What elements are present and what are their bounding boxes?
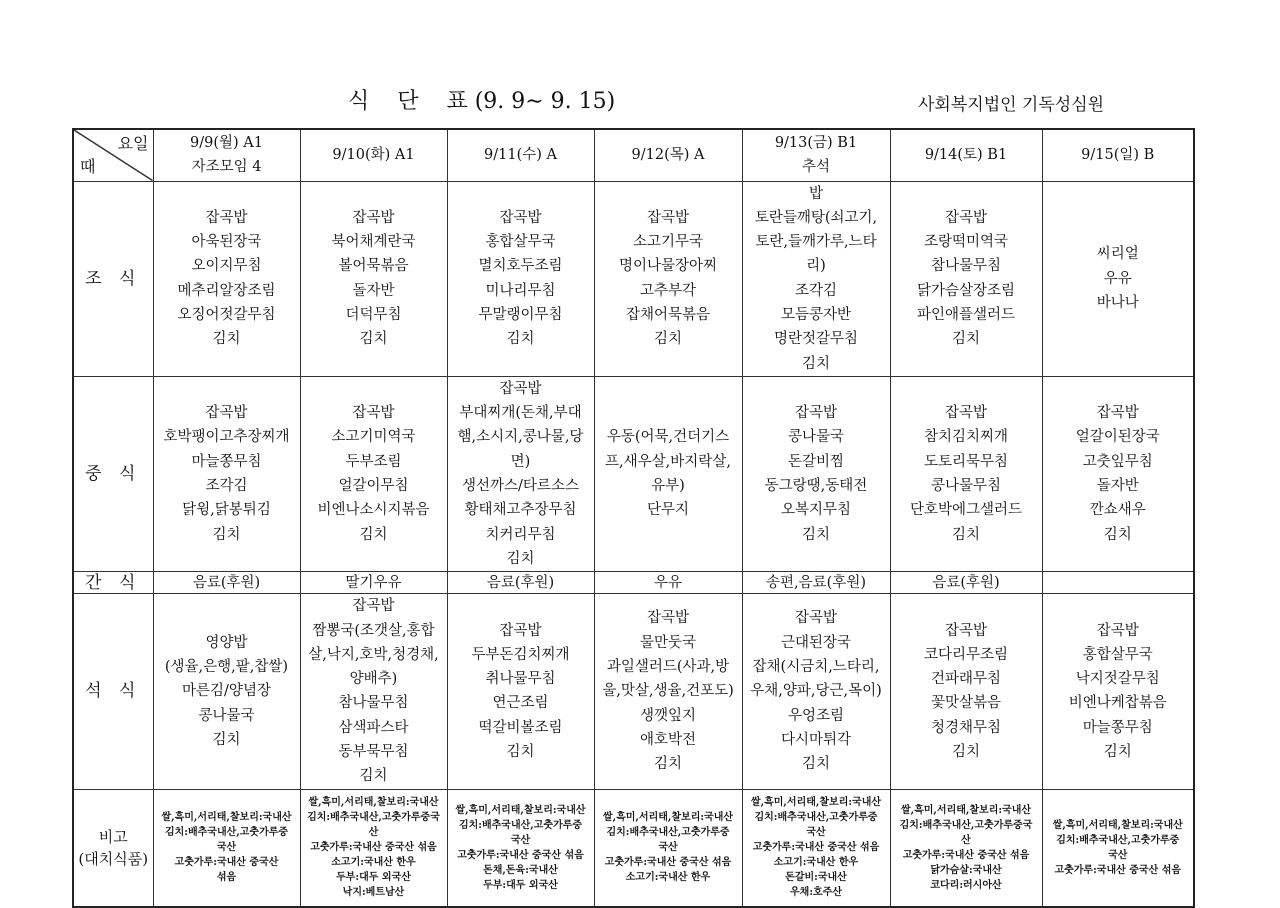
snack-cell-day-7 [1042, 572, 1194, 594]
lunch-menu-item: 잡곡밥 [499, 380, 542, 397]
dinner-menu-item: 김치 [951, 744, 980, 761]
breakfast-menu-item: 오징어젓갈무침 [177, 306, 276, 323]
lunch-menu-item: 돈갈비찜 [787, 453, 845, 470]
notes-cell-day-4 [594, 789, 742, 907]
breakfast-row [73, 181, 1194, 376]
breakfast-menu-item: 리) [806, 258, 826, 275]
notes-menu-item: 국산 [806, 827, 826, 839]
lunch-menu-item: 단무지 [646, 502, 690, 519]
notes-menu-item: 고춧가루:국내산 중국산 섞음 [310, 842, 437, 854]
lunch-menu-item: 도토리묵무침 [923, 453, 1009, 470]
dinner-menu-item: 잡곡밥 [944, 622, 988, 639]
notes-label-line1: 비고 [98, 827, 128, 846]
breakfast-menu-item: 김치 [951, 331, 980, 348]
lunch-menu-item: 고춧잎무침 [1082, 453, 1153, 470]
breakfast-menu-item: 모듬콩자반 [780, 306, 852, 323]
breakfast-menu-item: 돌자반 [352, 282, 395, 299]
notes-menu-item: 고춧가루:국내산 중국산 섞음 [1054, 864, 1182, 876]
breakfast-cell-day-4 [594, 181, 742, 376]
notes-menu-item: 고춧가루:국내산 중국산 섞음 [604, 857, 732, 869]
lunch-menu-item: 비엔나소시지볶음 [317, 502, 430, 519]
dinner-menu-item: 마른김/양념장 [182, 683, 271, 700]
lunch-menu-item: 참치김치찌개 [923, 429, 1009, 446]
breakfast-label: 조 식 [73, 181, 153, 376]
dinner-menu-item: 취나물무침 [485, 671, 556, 688]
dinner-menu-item: 김치 [801, 756, 830, 773]
dinner-menu-item: 청경채무침 [930, 719, 1002, 736]
notes-menu-item: 돈갈비:국내산 [785, 872, 847, 884]
dinner-menu-item: 콩나물국 [198, 707, 255, 724]
lunch-menu-item: 조각김 [205, 478, 248, 495]
dinner-menu-item: 생깻잎지 [639, 707, 697, 724]
lunch-menu-item: 치커리무침 [485, 526, 556, 543]
lunch-menu-item: 콩나물무침 [930, 478, 1002, 495]
breakfast-menu-item: 김치 [506, 331, 535, 348]
breakfast-menu-item: 잡곡밥 [205, 209, 248, 226]
lunch-cell-day-2 [300, 376, 447, 571]
notes-menu-item: 소고기:국내산 한우 [331, 857, 416, 869]
dinner-menu-item: 김치 [212, 731, 241, 748]
snack-row [73, 572, 1194, 594]
breakfast-menu-item: 잡곡밥 [944, 209, 988, 226]
day-header-1 [153, 129, 300, 181]
breakfast-menu-item: 김치 [801, 355, 830, 372]
lunch-menu-item: 소고기미역국 [331, 429, 416, 446]
dinner-menu-item: 삼색파스타 [338, 719, 409, 736]
lunch-menu-item: 면) [510, 453, 531, 470]
breakfast-menu-item: 홍합살무국 [485, 234, 556, 251]
snack-cell-day-2: 딸기우유 [300, 572, 447, 594]
breakfast-menu-item: 밥 [808, 185, 823, 202]
notes-menu-item: 국산 [1108, 849, 1128, 861]
notes-menu-item: 닭가슴살:국내산 [930, 864, 1002, 876]
lunch-menu-item: 잡곡밥 [352, 405, 395, 422]
day-header-5 [742, 129, 890, 181]
dinner-menu-item: 잡곡밥 [499, 622, 542, 639]
notes-menu-item: 김치:배추국내산,고춧가루중국 [899, 819, 1033, 831]
dinner-cell-day-7 [1042, 594, 1194, 789]
dinner-menu-item: 우채,양파,당근,목이) [750, 683, 882, 700]
notes-menu-item: 소고기:국내산 한우 [625, 872, 711, 884]
lunch-cell-day-7 [1042, 376, 1194, 571]
notes-menu-item: 김치:배추국내산,고춧가루중 [1056, 834, 1180, 846]
day-header-line1: 9/10(화) A1 [332, 147, 415, 164]
notes-menu-item: 두부:대두 외국산 [483, 879, 558, 891]
lunch-cell-day-5 [742, 376, 890, 571]
lunch-cell-day-4 [594, 376, 742, 571]
corner-day-label: 요일 [117, 134, 149, 153]
lunch-menu-item: 잡곡밥 [794, 405, 838, 422]
breakfast-menu-item: 오이지무침 [191, 258, 262, 275]
notes-menu-item: 국산 [658, 842, 678, 854]
breakfast-menu-item: 명란젓갈무침 [773, 331, 859, 348]
notes-menu-item: 고춧가루:국내산 중국산 섞음 [752, 842, 880, 854]
lunch-menu-item: 부대찌개(돈채,부대 [459, 405, 582, 422]
breakfast-menu-item: 김치 [359, 331, 388, 348]
dinner-menu-item: 영양밥 [205, 634, 248, 651]
notes-menu-item: 김치:배추국내산,고춧가루중 [458, 819, 583, 831]
dinner-menu-item: 동부묵무침 [338, 744, 409, 761]
notes-menu-item: 쌀,흑미,서리태,찰보리:국내산 [161, 812, 292, 824]
dinner-menu-item: 우엉조림 [787, 707, 845, 724]
notes-menu-item: 쌀,흑미,서리태,찰보리:국내산 [900, 804, 1032, 816]
dinner-menu-item: 김치 [359, 768, 388, 785]
breakfast-menu-item: 김치 [653, 331, 682, 348]
notes-menu-item: 국산 [216, 842, 237, 854]
lunch-menu-item: 콩나물국 [787, 429, 845, 446]
snack-cell-day-6: 음료(후원) [890, 572, 1042, 594]
breakfast-cell-day-7 [1042, 181, 1194, 376]
notes-menu-item: 고춧가루:국내산 중국산 섞음 [902, 849, 1030, 861]
lunch-menu-item: 김치 [801, 526, 830, 543]
breakfast-menu-item: 잡곡밥 [352, 209, 395, 226]
notes-menu-item: 국산 [510, 834, 531, 846]
snack-cell-day-5: 송편,음료(후원) [742, 572, 890, 594]
breakfast-menu-item: 잡곡밥 [646, 209, 690, 226]
dinner-menu-item: 김치 [1103, 744, 1132, 761]
dinner-menu-item: 두부돈김치찌개 [471, 646, 570, 663]
page-title: 식 단 표 (9. 9∼ 9. 15) [348, 89, 616, 114]
dinner-cell-day-2 [300, 594, 447, 789]
lunch-cell-day-6 [890, 376, 1042, 571]
lunch-menu-item: 얼갈이된장국 [1075, 429, 1160, 446]
menu-table [72, 128, 1195, 908]
lunch-menu-item: 깐쇼새우 [1089, 502, 1146, 519]
lunch-menu-item: 김치 [212, 526, 241, 543]
day-header-line1: 9/11(수) A [484, 147, 557, 164]
breakfast-menu-item: 조각김 [794, 282, 838, 299]
lunch-menu-item: 동그랑땡,동태전 [764, 478, 868, 495]
breakfast-cell-day-5 [742, 181, 890, 376]
breakfast-menu-item: 고추부각 [639, 282, 697, 299]
breakfast-menu-item: 메추리알장조림 [177, 282, 276, 299]
dinner-menu-item: 떡갈비볼조림 [478, 719, 563, 736]
lunch-row [73, 376, 1194, 571]
notes-menu-item: 김치:배추국내산,고춧가루중 [606, 827, 730, 839]
breakfast-menu-item: 참나물무침 [930, 258, 1002, 275]
breakfast-menu-item: 미나리무침 [485, 282, 556, 299]
notes-menu-item: 우채:호주산 [790, 887, 842, 899]
notes-cell-day-1 [153, 789, 300, 907]
breakfast-menu-item: 닭가슴살장조림 [916, 282, 1016, 299]
lunch-menu-item: 김치 [359, 526, 388, 543]
day-header-3 [447, 129, 594, 181]
dinner-menu-item: 짬뽕국(조갯살,홍합 [312, 622, 435, 639]
dinner-label: 석 식 [73, 594, 153, 789]
lunch-label: 중 식 [73, 376, 153, 571]
notes-label-line2: (대치식품) [78, 849, 149, 868]
day-header-line1: 9/12(목) A [631, 147, 705, 164]
breakfast-menu-item: 무말랭이무침 [478, 306, 563, 323]
breakfast-menu-item: 토란,들깨가루,느타 [755, 234, 877, 251]
dinner-menu-item: 코다리무조림 [923, 646, 1009, 663]
lunch-menu-item: 오복지무침 [780, 502, 852, 519]
breakfast-menu-item: 잡채어묵볶음 [625, 306, 711, 323]
notes-menu-item: 코다리:러시아산 [930, 879, 1002, 891]
lunch-menu-item: 마늘쫑무침 [191, 453, 262, 470]
notes-row [73, 789, 1194, 907]
day-header-4 [594, 129, 742, 181]
notes-menu-item: 쌀,흑미,서리태,찰보리:국내산 [308, 797, 439, 809]
breakfast-menu-item: 바나나 [1096, 294, 1139, 311]
snack-cell-day-3: 음료(후원) [447, 572, 594, 594]
dinner-menu-item: 애호박전 [639, 731, 697, 748]
breakfast-cell-day-6 [890, 181, 1042, 376]
notes-menu-item: 소고기:국내산 한우 [773, 857, 859, 869]
notes-cell-day-7 [1042, 789, 1194, 907]
dinner-menu-item: 근대된장국 [780, 634, 852, 651]
breakfast-menu-item: 파인애플샐러드 [916, 306, 1016, 323]
breakfast-menu-item: 아욱된장국 [191, 234, 262, 251]
lunch-menu-item: 김치 [951, 526, 980, 543]
dinner-menu-item: 김치 [653, 756, 682, 773]
organization-name: 사회복지법인 기독성심원 [918, 95, 1105, 115]
dinner-menu-item: 잡곡밥 [794, 610, 838, 627]
breakfast-menu-item: 잡곡밥 [499, 209, 542, 226]
dinner-row [73, 594, 1194, 789]
dinner-menu-item: 낙지젓갈무침 [1075, 671, 1160, 688]
lunch-menu-item: 햄,소시지,콩나물,당 [457, 429, 584, 446]
breakfast-menu-item: 멸치호두조림 [478, 258, 563, 275]
lunch-menu-item: 황태채고추장무침 [464, 502, 577, 519]
dinner-menu-item: 살,낙지,호박,청경채, [308, 646, 439, 663]
notes-menu-item: 쌀,흑미,서리태,찰보리:국내산 [602, 812, 734, 824]
breakfast-menu-item: 볼어묵볶음 [338, 258, 409, 275]
dinner-menu-item: 잡곡밥 [352, 598, 395, 615]
notes-menu-item: 쌀,흑미,서리태,찰보리:국내산 [1052, 819, 1183, 831]
corner-cell [73, 129, 153, 181]
lunch-menu-item: 잡곡밥 [1096, 405, 1139, 422]
day-header-line2: 추석 [801, 159, 830, 176]
dinner-cell-day-5 [742, 594, 890, 789]
breakfast-menu-item: 김치 [212, 331, 241, 348]
notes-cell-day-3 [447, 789, 594, 907]
lunch-menu-item: 우동(어묵,건더기스 [606, 429, 730, 446]
lunch-menu-item: 돌자반 [1096, 478, 1139, 495]
breakfast-menu-item: 소고기무국 [632, 234, 704, 251]
lunch-menu-item: 김치 [1103, 526, 1132, 543]
day-header-line2: 자조모임 4 [191, 159, 262, 176]
lunch-cell-day-1 [153, 376, 300, 571]
notes-menu-item: 섞음 [216, 872, 237, 884]
day-header-line1: 9/14(토) B1 [924, 147, 1008, 164]
dinner-cell-day-3 [447, 594, 594, 789]
breakfast-menu-item: 더덕무침 [345, 306, 402, 323]
lunch-menu-item: 두부조림 [345, 453, 402, 470]
notes-menu-item: 산 [961, 834, 971, 846]
notes-menu-item: 고춧가루:국내산 중국산 섞음 [457, 849, 584, 861]
dinner-menu-item: 김치 [506, 744, 535, 761]
notes-cell-day-5 [742, 789, 890, 907]
dinner-menu-item: 잡채(시금치,느타리, [752, 658, 880, 675]
dinner-menu-item: 건파래무침 [930, 671, 1002, 688]
day-header-2 [300, 129, 447, 181]
dinner-menu-item: 물만둣국 [639, 634, 697, 651]
breakfast-menu-item: 북어채계란국 [331, 234, 416, 251]
notes-menu-item: 쌀,흑미,서리태,찰보리:국내산 [750, 797, 882, 809]
corner-meal-label: 때 [80, 157, 96, 177]
dinner-menu-item: 과일샐러드(사과,방 [606, 658, 730, 675]
breakfast-menu-item: 씨리얼 [1096, 246, 1139, 263]
notes-menu-item: 김치:배추국내산,고춧가루중국산 [307, 812, 440, 839]
notes-menu-item: 낙지:베트남산 [342, 887, 405, 899]
lunch-menu-item: 생선까스/타르소스 [462, 478, 579, 495]
lunch-menu-item: 잡곡밥 [205, 405, 248, 422]
notes-menu-item: 두부:대두 외국산 [336, 872, 411, 884]
lunch-menu-item: 단호박에그샐러드 [909, 502, 1023, 519]
breakfast-cell-day-1 [153, 181, 300, 376]
dinner-cell-day-1 [153, 594, 300, 789]
notes-cell-day-6 [890, 789, 1042, 907]
breakfast-menu-item: 조랑떡미역국 [923, 234, 1009, 251]
breakfast-menu-item: 명이나물장아찌 [618, 258, 718, 275]
snack-cell-day-4: 우유 [594, 572, 742, 594]
lunch-menu-item: 얼갈이무침 [338, 478, 409, 495]
lunch-menu-item: 잡곡밥 [944, 405, 988, 422]
snack-cell-day-1: 음료(후원) [153, 572, 300, 594]
dinner-menu-item: 비엔나케찹볶음 [1068, 695, 1167, 712]
dinner-menu-item: 마늘쫑무침 [1082, 719, 1153, 736]
notes-menu-item: 고춧가루:국내산 중국산 [174, 857, 279, 869]
dinner-menu-item: 연근조림 [492, 695, 549, 712]
notes-label [73, 789, 153, 907]
lunch-menu-item: 김치 [506, 550, 535, 567]
breakfast-menu-item: 토란들깨탕(쇠고기, [754, 209, 878, 226]
lunch-menu-item: 닭윙,닭봉튀김 [182, 502, 271, 519]
day-header-6 [890, 129, 1042, 181]
lunch-menu-item: 유부) [651, 478, 685, 495]
dinner-cell-day-6 [890, 594, 1042, 789]
breakfast-menu-item: 우유 [1103, 270, 1132, 287]
dinner-menu-item: 꽃맛살볶음 [930, 695, 1002, 712]
dinner-menu-item: (생율,은행,팥,찹쌀) [164, 658, 289, 675]
lunch-cell-day-3 [447, 376, 594, 571]
dinner-menu-item: 참나물무침 [338, 695, 409, 712]
dinner-menu-item: 잡곡밥 [646, 610, 690, 627]
day-header-line1: 9/13(금) B1 [774, 134, 858, 151]
dinner-menu-item: 울,맛살,생율,건포도) [602, 683, 734, 700]
notes-menu-item: 김치:배추국내산,고춧가루중 [754, 812, 878, 824]
dinner-menu-item: 잡곡밥 [1096, 622, 1139, 639]
dinner-cell-day-4 [594, 594, 742, 789]
day-header-7 [1042, 129, 1194, 181]
notes-menu-item: 돈채,돈육:국내산 [483, 864, 558, 876]
snack-label: 간 식 [73, 572, 153, 594]
lunch-menu-item: 호박팽이고추장찌개 [163, 429, 290, 446]
dinner-menu-item: 다시마튀각 [780, 731, 852, 748]
breakfast-cell-day-2 [300, 181, 447, 376]
dinner-menu-item: 홍합살무국 [1082, 646, 1153, 663]
notes-menu-item: 김치:배추국내산,고춧가루중 [164, 827, 289, 839]
day-header-line1: 9/9(월) A1 [190, 134, 263, 151]
header-row [73, 129, 1194, 181]
dinner-menu-item: 양배추) [349, 671, 398, 688]
breakfast-cell-day-3 [447, 181, 594, 376]
notes-menu-item: 쌀,흑미,서리태,찰보리:국내산 [455, 804, 586, 816]
lunch-menu-item: 프,새우살,바지락살, [605, 453, 731, 470]
notes-cell-day-2 [300, 789, 447, 907]
day-header-line1: 9/15(일) B [1081, 147, 1155, 164]
